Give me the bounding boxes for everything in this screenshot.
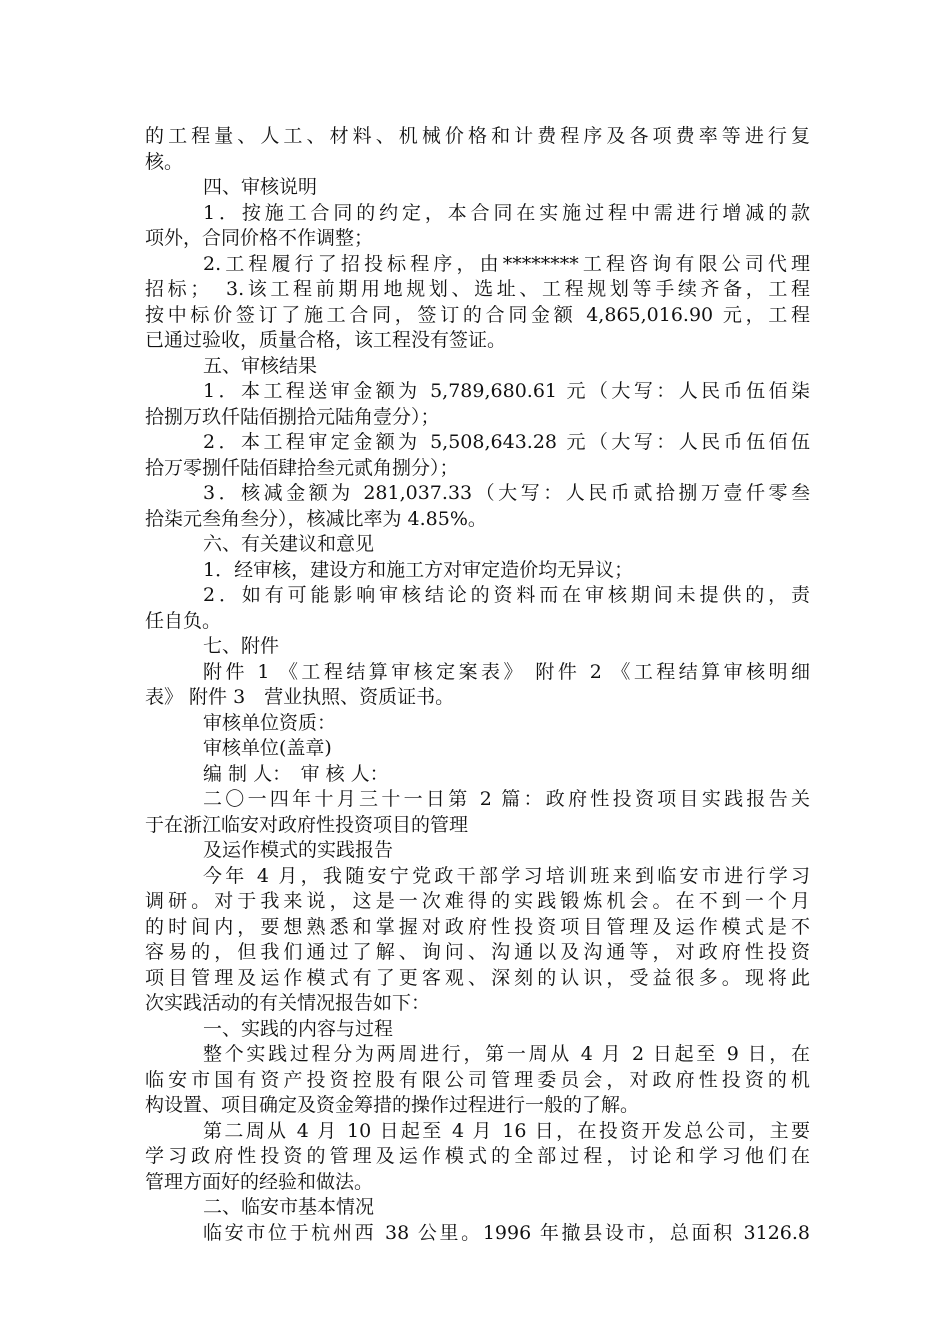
text-line: 按中标价签订了施工合同，签订的合同金额 4,865,016.90 元，工程	[145, 303, 810, 326]
text-line: 项外，合同价格不作调整；	[145, 227, 374, 249]
section-heading: 六、有关建议和意见	[203, 533, 375, 555]
text-line: 1．经审核，建设方和施工方对审定造价均无异议；	[203, 558, 634, 581]
text-line: 核。	[145, 150, 184, 173]
text-line: 拾万零捌仟陆佰肆拾叁元贰角捌分）；	[145, 456, 459, 479]
text-line: 任自负。	[145, 609, 222, 632]
text-line: 拾柒元叁角叁分），核减比率为 4.85%。	[145, 507, 487, 530]
section-heading: 一、实践的内容与过程	[203, 1017, 394, 1040]
document-body	[145, 124, 810, 1246]
section-heading: 七、附件	[203, 635, 280, 657]
text-line: 1．本工程送审金额为 5,789,680.61 元（大写：人民币伍佰柒	[203, 380, 810, 402]
text-line: 3．核减金额为 281,037.33（大写：人民币贰拾捌万壹仟零叁	[203, 482, 810, 504]
text-line: 审核单位(盖章)	[203, 737, 332, 759]
text-line: 2.工程履行了招投标程序，由********工程咨询有限公司代理	[203, 252, 810, 275]
text-line: 2．本工程审定金额为 5,508,643.28 元（大写：人民币伍佰伍	[203, 431, 810, 453]
text-line: 临安市国有资产投资控股有限公司管理委员会，对政府性投资的机	[145, 1068, 810, 1091]
text-line: 整个实践过程分为两周进行，第一周从 4 月 2 日起至 9 日，在	[203, 1043, 810, 1065]
text-line: 编 制 人： 审 核 人：	[203, 762, 389, 785]
text-line: 的工程量、人工、材料、机械价格和计费程序及各项费率等进行复	[145, 125, 810, 147]
text-line: 临安市位于杭州西 38 公里。1996 年撤县设市，总面积 3126.8	[203, 1221, 810, 1244]
text-line: 及运作模式的实践报告	[203, 839, 394, 861]
text-line: 的时间内，要想熟悉和掌握对政府性投资项目管理及运作模式是不	[145, 915, 810, 938]
text-line: 二〇一四年十月三十一日第 2 篇：政府性投资项目实践报告关	[203, 788, 810, 810]
text-line: 学习政府性投资的管理及运作模式的全部过程，讨论和学习他们在	[145, 1145, 810, 1167]
section-heading: 四、审核说明	[203, 176, 318, 198]
text-line: 今年 4 月，我随安宁党政干部学习培训班来到临安市进行学习	[203, 864, 810, 887]
text-line: 构设置、项目确定及资金筹措的操作过程进行一般的了解。	[145, 1094, 640, 1116]
text-line: 管理方面好的经验和做法。	[145, 1170, 374, 1193]
text-line: 于在浙江临安对政府性投资项目的管理	[145, 813, 469, 836]
text-line: 2．如有可能影响审核结论的资料而在审核期间未提供的，责	[203, 584, 810, 606]
text-line: 容易的，但我们通过了解、询问、沟通以及沟通等，对政府性投资	[145, 941, 810, 963]
text-line: 表》 附件 3 营业执照、资质证书。	[145, 686, 455, 708]
text-line: 拾捌万玖仟陆佰捌拾元陆角壹分）；	[145, 405, 440, 428]
text-line: 次实践活动的有关情况报告如下：	[145, 992, 431, 1014]
text-line: 第二周从 4 月 10 日起至 4 月 16 日，在投资开发总公司，主要	[203, 1119, 810, 1142]
section-heading: 二、临安市基本情况	[203, 1196, 375, 1218]
text-line: 调研。对于我来说，这是一次难得的实践锻炼机会。在不到一个月	[145, 890, 810, 912]
text-line: 审核单位资质：	[203, 711, 337, 734]
text-line: 项目管理及运作模式有了更客观、深刻的认识，受益很多。现将此	[145, 966, 810, 989]
text-line: 已通过验收，质量合格，该工程没有签证。	[145, 329, 507, 351]
text-line: 1．按施工合同的约定，本合同在实施过程中需进行增减的款	[203, 201, 810, 224]
section-heading: 五、审核结果	[203, 354, 318, 377]
text-line: 附件 1 《工程结算审核定案表》 附件 2 《工程结算审核明细	[203, 660, 810, 683]
text-line: 招标； 3.该工程前期用地规划、选址、工程规划等手续齐备，工程	[145, 278, 810, 300]
